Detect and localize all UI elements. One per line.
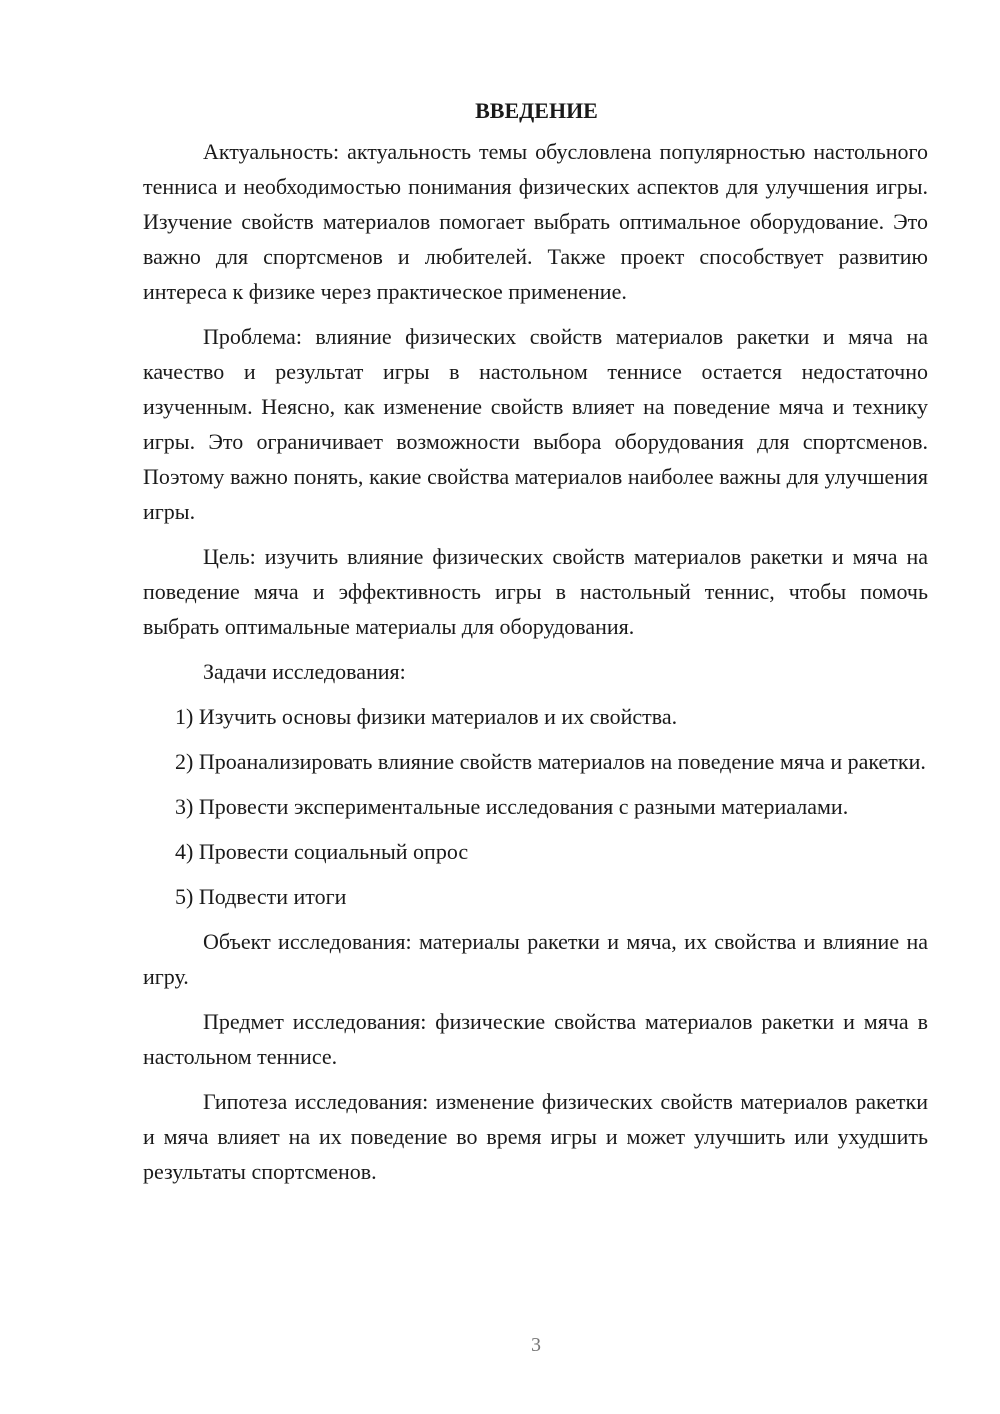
tasks-heading: Задачи исследования: bbox=[203, 659, 406, 684]
task-item-2: 2) Проанализировать влияние свойств материалов на поведение мяча и ракетки. bbox=[175, 749, 926, 774]
relevance-paragraph: Актуальность: актуальность темы обусловлена популярностью настольного тенниса и необходимостью понимания физических аспектов для улучшения игры. Изучение свойств материалов помогает выбрать оптимальное оборудование. Это важно для спортсменов и любителей. Также проект способствует развитию интереса к физике через практическое применение. bbox=[143, 139, 928, 304]
page-number: 3 bbox=[531, 1334, 541, 1356]
task-item-1: 1) Изучить основы физики материалов и их свойства. bbox=[175, 704, 678, 729]
document-page bbox=[143, 93, 928, 1189]
problem-paragraph: Проблема: влияние физических свойств материалов ракетки и мяча на качество и результат игры в настольном теннисе остается недостаточно изученным. Неясно, как изменение свойств влияет на поведение мяча и технику игры. Это ограничивает возможности выбора оборудования для спортсменов. Поэтому важно понять, какие свойства материалов наиболее важны для улучшения игры. bbox=[143, 324, 928, 524]
hypothesis-paragraph: Гипотеза исследования: изменение физических свойств материалов ракетки и мяча влияет на их поведение во время игры и может улучшить или ухудшить результаты спортсменов. bbox=[143, 1089, 928, 1184]
task-item-3: 3) Провести экспериментальные исследования с разными материалами. bbox=[175, 794, 849, 819]
subject-paragraph: Предмет исследования: физические свойства материалов ракетки и мяча в настольном теннисе. bbox=[143, 1009, 928, 1069]
task-item-4: 4) Провести социальный опрос bbox=[175, 839, 469, 864]
page-title: ВВЕДЕНИЕ bbox=[475, 98, 598, 123]
task-item-5: 5) Подвести итоги bbox=[175, 884, 347, 909]
object-paragraph: Объект исследования: материалы ракетки и мяча, их свойства и влияние на игру. bbox=[143, 929, 928, 989]
goal-paragraph: Цель: изучить влияние физических свойств материалов ракетки и мяча на поведение мяча и эффективность игры в настольный теннис, чтобы помочь выбрать оптимальные материалы для оборудования. bbox=[143, 544, 928, 639]
